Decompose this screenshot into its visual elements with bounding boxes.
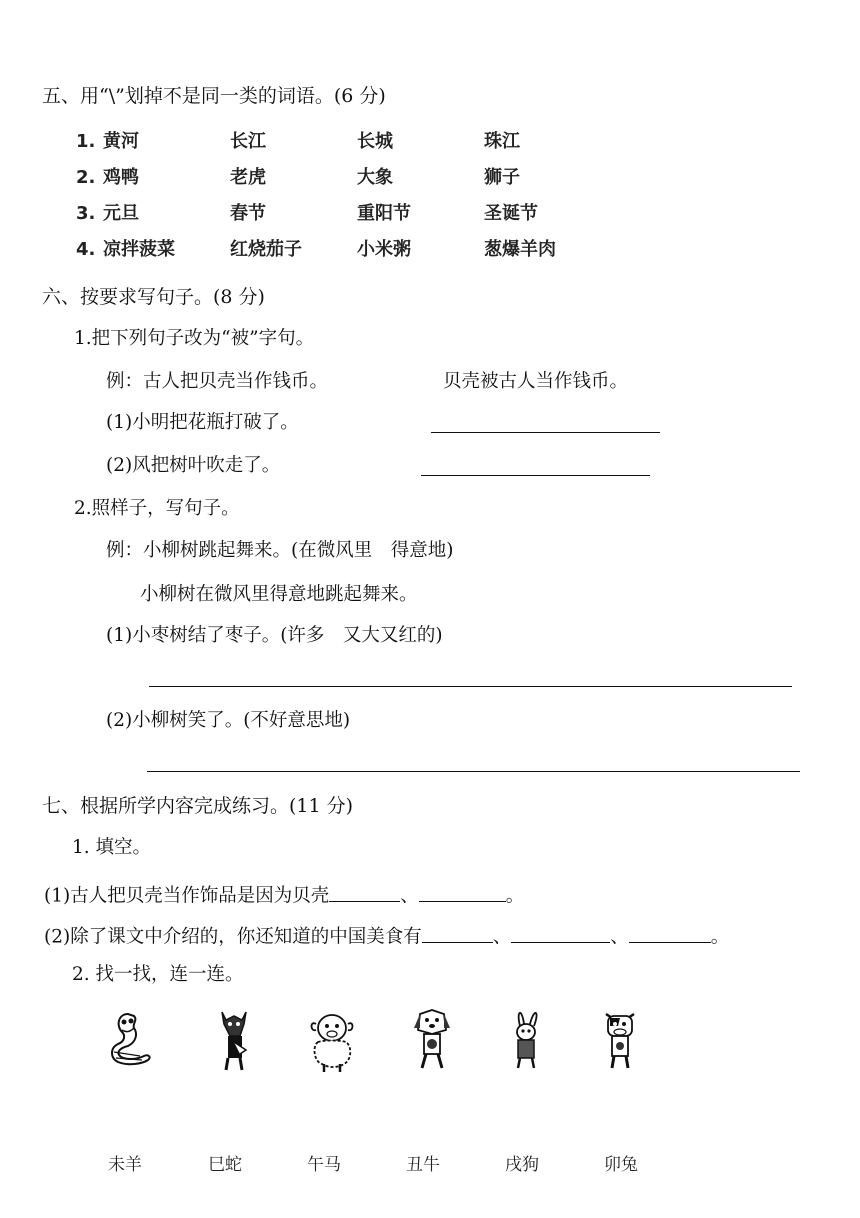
ox-icon[interactable]: [590, 1004, 650, 1074]
zodiac-label[interactable]: 戌狗: [505, 1155, 539, 1175]
word-option[interactable]: 凉拌菠菜: [103, 239, 175, 260]
fill-blank-item-2: [44, 923, 729, 947]
word-option[interactable]: 鸡鸭: [103, 167, 139, 188]
word-option[interactable]: 长江: [230, 131, 266, 152]
answer-line[interactable]: [149, 686, 792, 687]
dog-icon[interactable]: [402, 1004, 462, 1074]
row-number: 3.: [76, 203, 96, 224]
fill-blank-text: (2)除了课文中介绍的，你还知道的中国美食有: [44, 926, 422, 948]
rabbit-icon[interactable]: [496, 1006, 556, 1076]
zodiac-label[interactable]: 巳蛇: [208, 1155, 242, 1175]
question-prompt: 2.照样子，写句子。: [74, 498, 240, 519]
fill-blank[interactable]: [629, 923, 711, 943]
section7-title: 七、根据所学内容完成练习。(11 分): [42, 795, 354, 817]
blank-separator: 、: [492, 926, 512, 948]
word-option[interactable]: 老虎: [230, 167, 266, 188]
word-option[interactable]: 珠江: [484, 131, 520, 152]
question-item: (1)小明把花瓶打破了。: [106, 412, 299, 433]
fill-blank[interactable]: [419, 882, 506, 902]
word-option[interactable]: 黄河: [103, 131, 139, 152]
question-prompt: 1. 填空。: [72, 837, 152, 858]
word-option[interactable]: 春节: [230, 203, 266, 224]
sentence-end: 。: [505, 885, 525, 907]
blank-separator: 、: [400, 885, 419, 907]
word-option[interactable]: 元旦: [103, 203, 139, 224]
sentence-end: 。: [710, 926, 730, 948]
word-option[interactable]: 大象: [357, 167, 393, 188]
section6-title: 六、按要求写句子。(8 分): [42, 286, 265, 308]
example-answer: 小柳树在微风里得意地跳起舞来。: [140, 584, 418, 605]
example-answer: 贝壳被古人当作钱币。: [443, 371, 629, 392]
fill-blank[interactable]: [511, 923, 610, 943]
question-item: (2)小柳树笑了。(不好意思地): [106, 710, 351, 731]
fill-blank[interactable]: [422, 923, 493, 943]
zodiac-label[interactable]: 卯兔: [604, 1155, 638, 1175]
zodiac-label[interactable]: 午马: [307, 1155, 341, 1175]
blank-separator: 、: [610, 926, 629, 948]
horse-icon[interactable]: [204, 1006, 264, 1076]
word-option[interactable]: 小米粥: [357, 239, 411, 260]
sheep-icon[interactable]: [302, 1006, 362, 1076]
question-item: (2)风把树叶吹走了。: [106, 455, 281, 476]
fill-blank[interactable]: [329, 882, 400, 902]
example-sentence: 例：小柳树跳起舞来。(在微风里 得意地): [106, 540, 454, 561]
example-sentence: 例：古人把贝壳当作钱币。: [106, 371, 329, 392]
zodiac-label[interactable]: 未羊: [108, 1155, 142, 1175]
fill-blank-item-1: [44, 882, 524, 906]
word-option[interactable]: 重阳节: [357, 203, 411, 224]
row-number: 2.: [76, 167, 96, 188]
fill-blank-text: (1)古人把贝壳当作饰品是因为贝壳: [44, 885, 330, 907]
row-number: 1.: [76, 131, 96, 152]
question-prompt: 1.把下列句子改为“被”字句。: [74, 328, 315, 349]
word-option[interactable]: 红烧茄子: [230, 239, 302, 260]
snake-icon[interactable]: [100, 1006, 160, 1076]
question-prompt: 2. 找一找，连一连。: [72, 964, 244, 985]
answer-line[interactable]: [421, 475, 650, 476]
word-option[interactable]: 狮子: [484, 167, 520, 188]
question-item: (1)小枣树结了枣子。(许多 又大又红的): [106, 625, 443, 646]
answer-line[interactable]: [147, 771, 800, 772]
row-number: 4.: [76, 239, 96, 260]
word-option[interactable]: 圣诞节: [484, 203, 538, 224]
word-option[interactable]: 葱爆羊肉: [484, 239, 556, 260]
answer-line[interactable]: [431, 432, 660, 433]
zodiac-label[interactable]: 丑牛: [406, 1155, 440, 1175]
section5-title: 五、用“\”划掉不是同一类的词语。(6 分): [42, 85, 386, 107]
word-option[interactable]: 长城: [357, 131, 393, 152]
